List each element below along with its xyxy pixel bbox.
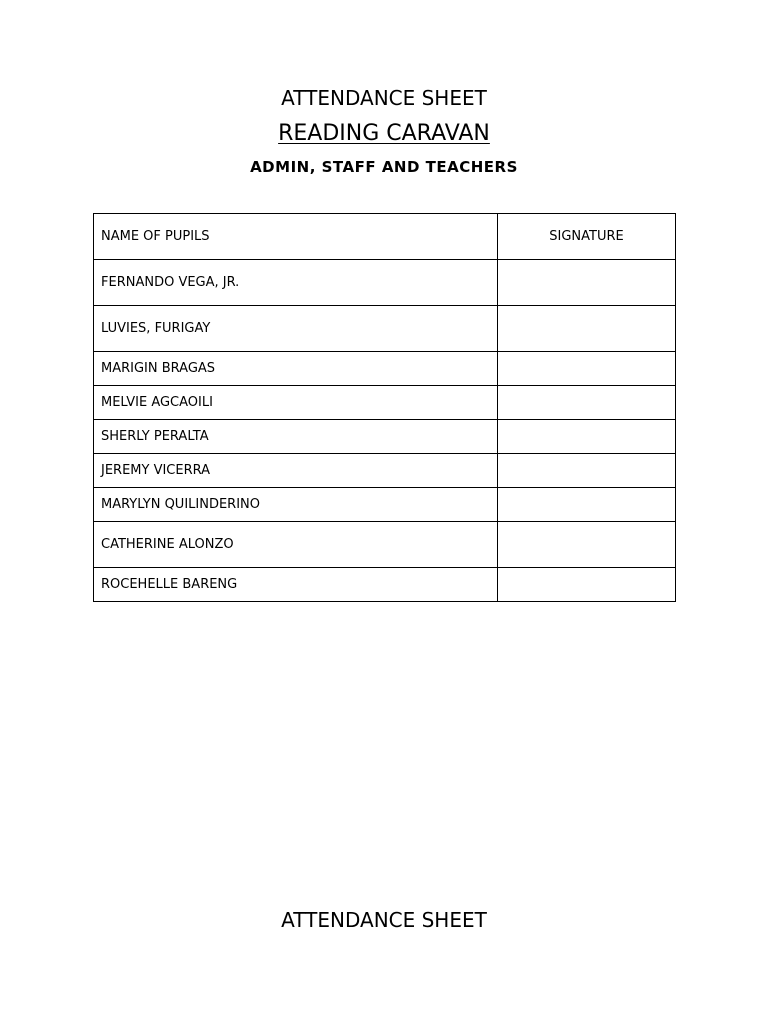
signature-cell bbox=[498, 420, 676, 454]
table-row bbox=[94, 352, 676, 386]
pupil-name-cell: JEREMY VICERRA bbox=[94, 454, 498, 488]
pupil-name-cell: FERNANDO VEGA, JR. bbox=[94, 260, 498, 306]
page-title: ATTENDANCE SHEET bbox=[281, 86, 487, 110]
pupil-name-cell: ROCEHELLE BARENG bbox=[94, 568, 498, 602]
table-row bbox=[94, 522, 676, 568]
group-subtitle: ADMIN, STAFF AND TEACHERS bbox=[250, 158, 518, 176]
column-header-signature: SIGNATURE bbox=[498, 214, 676, 260]
pupil-name-cell: LUVIES, FURIGAY bbox=[94, 306, 498, 352]
signature-cell bbox=[498, 522, 676, 568]
table-row bbox=[94, 386, 676, 420]
column-header-name: NAME OF PUPILS bbox=[94, 214, 498, 260]
table-header-row bbox=[94, 214, 676, 260]
table-row bbox=[94, 260, 676, 306]
table-row bbox=[94, 454, 676, 488]
next-page-title: ATTENDANCE SHEET bbox=[281, 908, 487, 932]
signature-cell bbox=[498, 352, 676, 386]
signature-cell bbox=[498, 386, 676, 420]
table-row bbox=[94, 420, 676, 454]
event-title: READING CARAVAN bbox=[278, 121, 490, 146]
pupil-name-cell: CATHERINE ALONZO bbox=[94, 522, 498, 568]
signature-cell bbox=[498, 568, 676, 602]
table-row bbox=[94, 568, 676, 602]
signature-cell bbox=[498, 260, 676, 306]
pupil-name-cell: SHERLY PERALTA bbox=[94, 420, 498, 454]
attendance-table bbox=[93, 213, 676, 602]
signature-cell bbox=[498, 488, 676, 522]
table-row bbox=[94, 488, 676, 522]
pupil-name-cell: MARIGIN BRAGAS bbox=[94, 352, 498, 386]
signature-cell bbox=[498, 454, 676, 488]
pupil-name-cell: MELVIE AGCAOILI bbox=[94, 386, 498, 420]
table-row bbox=[94, 306, 676, 352]
signature-cell bbox=[498, 306, 676, 352]
pupil-name-cell: MARYLYN QUILINDERINO bbox=[94, 488, 498, 522]
